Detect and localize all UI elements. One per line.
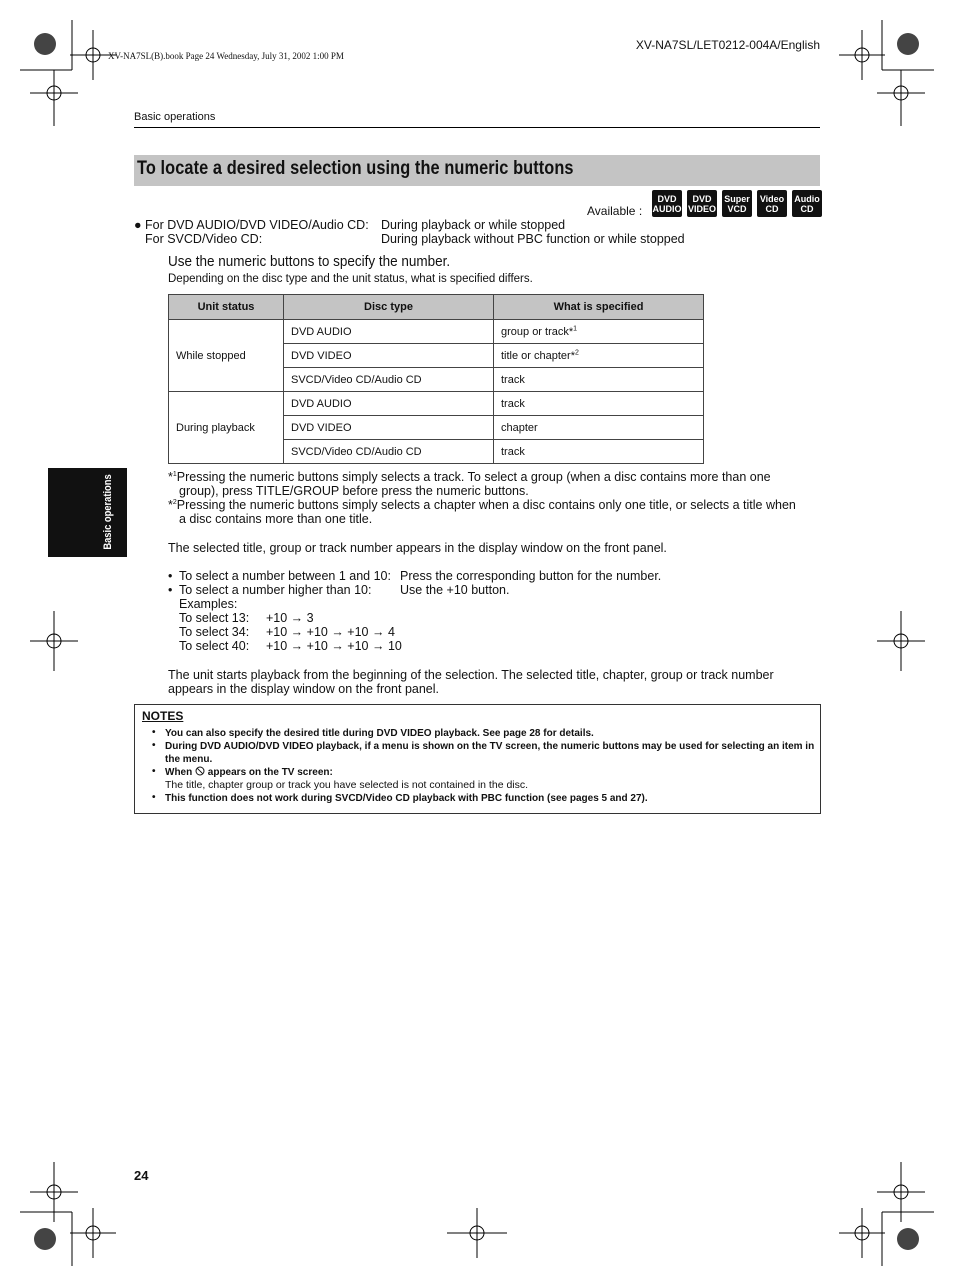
spec-cell: track	[494, 368, 704, 392]
example-label: To select 40:	[179, 639, 250, 653]
select-label: To select a number higher than 10:	[179, 583, 372, 597]
table-header: Disc type	[284, 295, 494, 320]
select-action: Press the corresponding button for the number.	[400, 569, 662, 583]
dvd-video-logo: DVD VIDEO	[687, 190, 717, 217]
spec-cell: track	[494, 392, 704, 416]
spec-table	[168, 294, 704, 464]
table-row	[169, 392, 704, 416]
note-item: During DVD AUDIO/DVD VIDEO playback, if a menu is shown on the TV screen, the numeric buttons may be used for selecting an item in the menu.	[165, 741, 815, 765]
notes-title: NOTES	[142, 709, 184, 723]
disc-type-cell: DVD AUDIO	[284, 320, 494, 344]
spec-cell: chapter	[494, 416, 704, 440]
disc-type-cell: DVD VIDEO	[284, 344, 494, 368]
note-item: When appears on the TV screen:	[165, 767, 333, 778]
condition-disc: For DVD AUDIO/DVD VIDEO/Audio CD:	[145, 218, 369, 232]
condition-bullet: ●	[134, 218, 142, 232]
section-title-bar	[134, 155, 820, 186]
side-tab	[48, 468, 127, 557]
page-number: 24	[134, 1168, 149, 1183]
table-header: Unit status	[169, 295, 284, 320]
note-bullet: •	[152, 727, 156, 738]
footnote-mark: 1	[573, 324, 578, 332]
condition-when: During playback without PBC function or while stopped	[381, 232, 685, 246]
unit-status-cell: While stopped	[169, 320, 284, 392]
super-vcd-logo: Super VCD	[722, 190, 752, 217]
spec-cell: title or chapter*$^2$	[494, 344, 704, 368]
list-bullet: •	[168, 583, 173, 597]
closing-text-continued: appears in the display window on the front panel.	[168, 682, 440, 696]
example-sequence: +10 → +10 → +10 → 4	[266, 625, 395, 639]
audio-cd-logo: Audio CD	[792, 190, 822, 217]
disc-type-cell: DVD AUDIO	[284, 392, 494, 416]
examples-label: Examples:	[179, 597, 238, 611]
print-header: XV-NA7SL(B).book Page 24 Wednesday, July 31, 2002 1:00 PM	[108, 51, 344, 61]
note-item: You can also specify the desired title during DVD VIDEO playback. See page 28 for details.	[165, 728, 594, 739]
condition-when: During playback or while stopped	[381, 218, 566, 232]
note-bullet: •	[152, 740, 156, 751]
select-action: Use the +10 button.	[400, 583, 510, 597]
intro-text: Depending on the disc type and the unit status, what is specified differs.	[168, 273, 533, 285]
note-bullet: •	[152, 766, 156, 777]
section-title: To locate a desired selection using the numeric buttons	[137, 158, 574, 179]
disc-type-cell: SVCD/Video CD/Audio CD	[284, 440, 494, 464]
spec-cell: group or track*$^1$	[494, 320, 704, 344]
closing-text: The unit starts playback from the beginning of the selection. The selected title, chapter, group or track number	[168, 668, 774, 682]
footnote-2: *$^2$Pressing the numeric buttons simply selects a chapter when a disc contains only one title, or selects a title when	[168, 498, 796, 512]
example-sequence: +10 → 3	[266, 611, 314, 625]
running-header: Basic operations	[134, 111, 216, 123]
table-header-row	[169, 295, 704, 320]
select-label: To select a number between 1 and 10:	[179, 569, 391, 583]
disc-type-cell: DVD VIDEO	[284, 416, 494, 440]
footnote-1-continued: group), press TITLE/GROUP before press the numeric buttons.	[179, 484, 529, 498]
footnote-mark: 2	[574, 348, 579, 356]
disc-logos	[652, 190, 822, 217]
note-bullet: •	[152, 792, 156, 803]
header-rule	[134, 127, 820, 128]
table-header: What is specified	[494, 295, 704, 320]
model-code: XV-NA7SL/LET0212-004A/English	[635, 38, 820, 52]
disc-type-cell: SVCD/Video CD/Audio CD	[284, 368, 494, 392]
video-cd-logo: Video CD	[757, 190, 787, 217]
unit-status-cell: During playback	[169, 392, 284, 464]
example-sequence: +10 → +10 → +10 → 10	[266, 639, 402, 653]
example-label: To select 13:	[179, 611, 250, 625]
example-label: To select 34:	[179, 625, 250, 639]
footnote-1: *$^1$Pressing the numeric buttons simply selects a track. To select a group (when a disc contains more than one	[168, 470, 771, 484]
spec-cell: track	[494, 440, 704, 464]
dvd-audio-logo: DVD AUDIO	[652, 190, 682, 217]
list-bullet: •	[168, 569, 173, 583]
condition-disc: For SVCD/Video CD:	[145, 232, 263, 246]
note-item: This function does not work during SVCD/Video CD playback with PBC function (see pages 5 and 27).	[165, 793, 648, 804]
table-row	[169, 320, 704, 344]
note-detail: The title, chapter group or track you have selected is not contained in the disc.	[165, 779, 529, 791]
notes-box	[134, 704, 821, 814]
available-label: Available :	[587, 204, 643, 218]
footnote-2-continued: a disc contains more than one title.	[179, 512, 373, 526]
sub-heading: Use the numeric buttons to specify the number.	[168, 253, 451, 270]
prohibited-icon	[195, 766, 205, 776]
side-tab-label: Basic operations	[102, 474, 114, 550]
display-note: The selected title, group or track number appears in the display window on the front panel.	[168, 541, 667, 555]
